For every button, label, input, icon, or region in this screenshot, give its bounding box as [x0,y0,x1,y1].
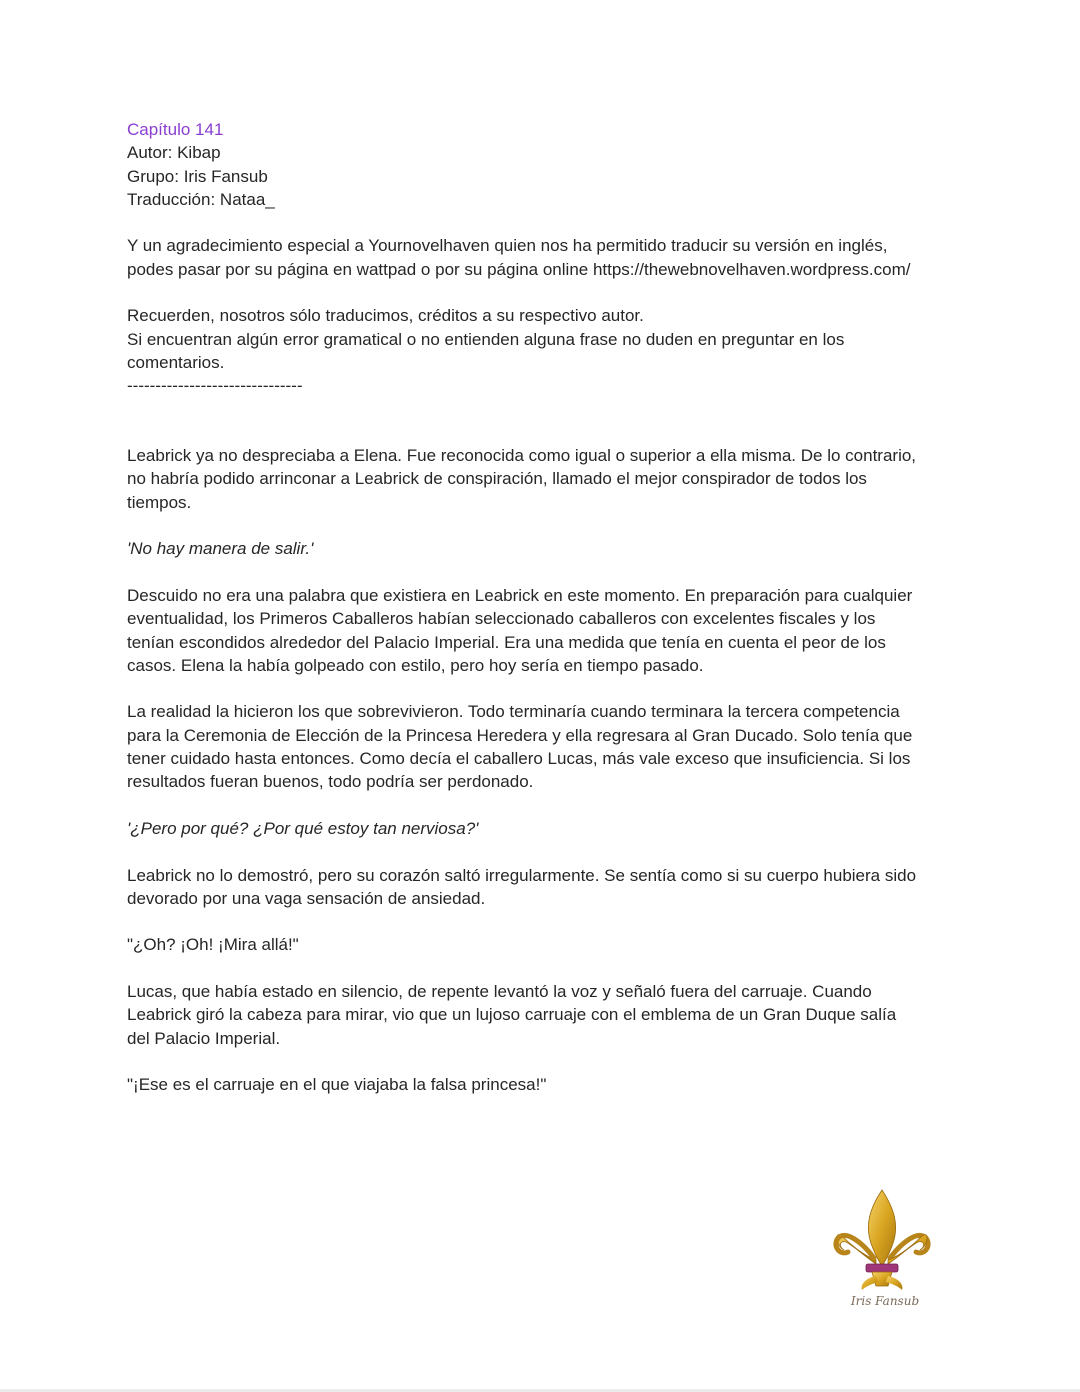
paragraph-line: tener cuidado hasta entonces. Como decía el caballero Lucas, más vale exceso que insuficiencia. Si los [127,749,911,769]
paragraph-line: Leabrick ya no despreciaba a Elena. Fue reconocida como igual o superior a ella misma. De lo contrario, [127,446,917,466]
translation-line: Traducción: Nataa_ [127,189,275,209]
author-line: Autor: Kibap [127,143,221,163]
notice-line: comentarios. [127,352,225,372]
separator-line: ------------------------------- [127,376,303,396]
dialogue-line: "¡Ese es el carruaje en el que viajaba la falsa princesa!" [127,1075,547,1095]
paragraph-line: tenían escondidos alrededor del Palacio Imperial. Era una medida que tenía en cuenta el peor de los [127,632,886,652]
paragraph-line: Lucas, que había estado en silencio, de repente levantó la voz y señaló fuera del carruaje. Cuando [127,981,872,1001]
thought-quote: 'No hay manera de salir.' [127,539,314,559]
thought-quote: '¿Pero por qué? ¿Por qué estoy tan nerviosa?' [127,818,479,838]
paragraph-line: casos. Elena la había golpeado con estilo, pero hoy sería en tiempo pasado. [127,655,704,675]
paragraph-line: devorado por una vaga sensación de ansiedad. [127,888,486,908]
thanks-line: Y un agradecimiento especial a Yournovelhaven quien nos ha permitido traducir su versión en inglés, [127,236,888,256]
notice-line: Recuerden, nosotros sólo traducimos, créditos a su respectivo autor. [127,306,644,326]
paragraph-line: del Palacio Imperial. [127,1028,281,1048]
paragraph-line: resultados fueran buenos, todo podría ser perdonado. [127,772,534,792]
paragraph-line: Leabrick no lo demostró, pero su corazón saltó irregularmente. Se sentía como si su cuerpo hubiera sido [127,865,917,885]
paragraph-line: Leabrick giró la cabeza para mirar, vio que un lujoso carruaje con el emblema de un Gran Duque salía [127,1005,897,1025]
paragraph-line: Descuido no era una palabra que existiera en Leabrick en este momento. En preparación para cualquier [127,585,913,605]
notice-line: Si encuentran algún error gramatical o no entienden alguna frase no duden en preguntar en los [127,329,845,349]
chapter-title: Capítulo 141 [127,120,224,139]
group-line: Grupo: Iris Fansub [127,166,268,186]
paragraph-line: eventualidad, los Primeros Caballeros habían seleccionado caballeros con excelentes fiscales y los [127,609,876,629]
thanks-line: podes pasar por su página en wattpad o por su página online https://thewebnovelhaven.wordpress.com/ [127,259,911,279]
paragraph-line: La realidad la hicieron los que sobrevivieron. Todo terminaría cuando terminara la tercera competencia [127,702,900,722]
logo-signature: Iris Fansub [850,1294,920,1308]
document-page [127,118,957,1096]
iris-fansub-logo [826,1186,938,1316]
paragraph-line: no habría podido arrinconar a Leabrick de conspiración, llamado el mejor conspirador de todos los [127,469,867,489]
dialogue-line: "¿Oh? ¡Oh! ¡Mira allá!" [127,935,299,955]
paragraph-line: para la Ceremonia de Elección de la Princesa Heredera y ella regresara al Gran Ducado. Solo tenía que [127,725,913,745]
paragraph-line: tiempos. [127,492,192,512]
